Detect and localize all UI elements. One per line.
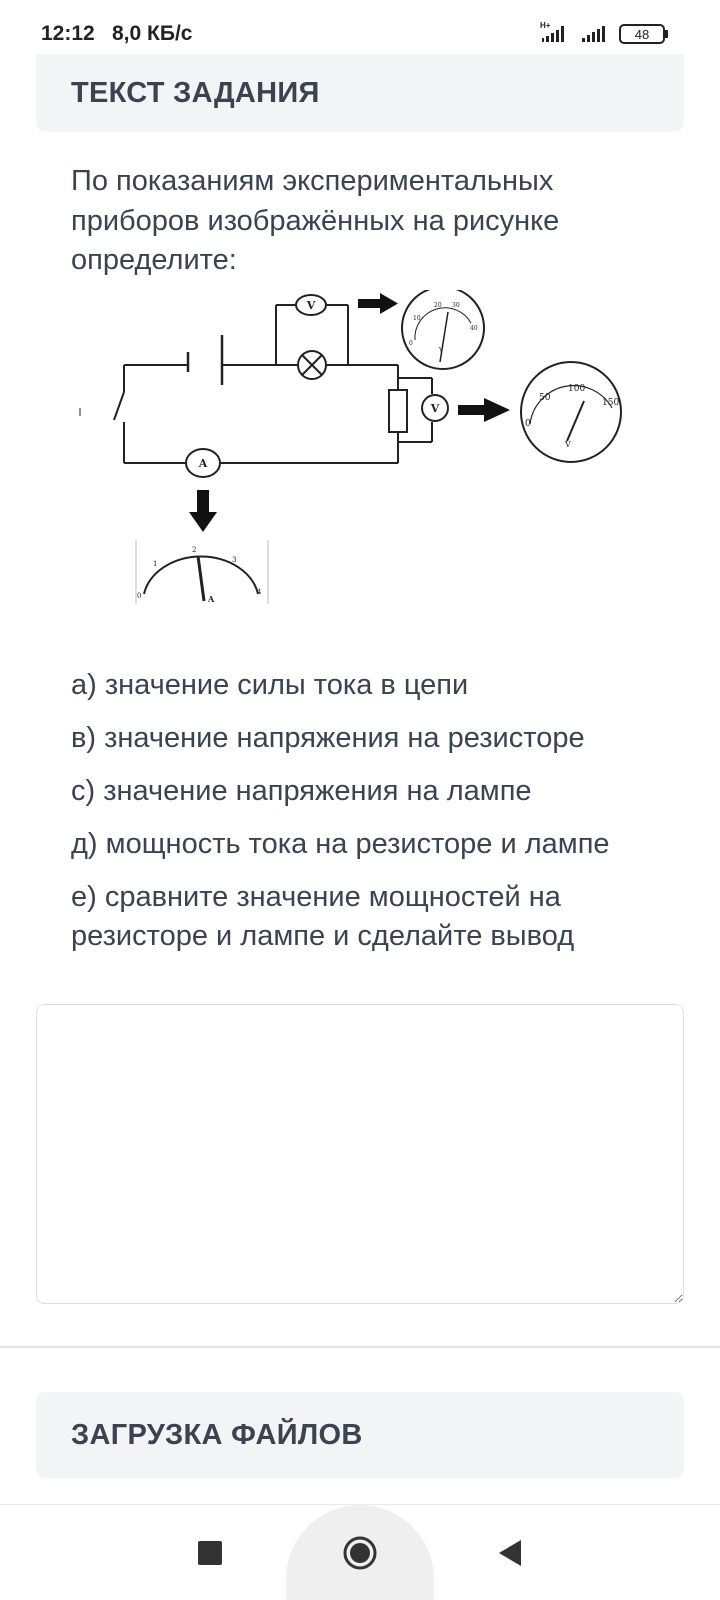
resistor-voltmeter-unit: V — [565, 440, 571, 449]
square-icon — [197, 1540, 223, 1566]
arrow-right-icon-2 — [458, 398, 510, 422]
status-icons — [538, 20, 672, 48]
resistor-voltmeter-letter: V — [430, 402, 440, 415]
triangle-left-icon — [497, 1539, 523, 1567]
amm-scale-1: 1 — [153, 560, 158, 568]
task-item-d: д) мощность тока на резисторе и лампе — [71, 828, 610, 860]
resistor-symbol — [389, 390, 407, 432]
res-scale-100: 100 — [568, 384, 586, 394]
resistor-voltmeter-needle — [567, 401, 584, 441]
network-type-label: H+ — [540, 21, 551, 30]
status-time: 12:12 — [41, 22, 95, 45]
ammeter-letter: A — [198, 457, 208, 470]
ammeter-unit: A — [208, 594, 215, 604]
lamp-scale-30: 30 — [452, 302, 460, 309]
lamp-scale-0: 0 — [409, 340, 413, 347]
answer-textarea[interactable] — [36, 1004, 684, 1304]
battery-icon — [620, 25, 668, 43]
section-divider — [0, 1346, 720, 1348]
battery-symbol — [188, 335, 222, 385]
amm-scale-3: 3 — [232, 556, 237, 564]
arrow-right-icon — [358, 293, 398, 314]
res-scale-50: 50 — [539, 393, 551, 403]
circle-icon — [342, 1535, 378, 1571]
resistor-voltmeter-dial — [521, 362, 621, 462]
home-button[interactable] — [286, 1505, 434, 1600]
task-list — [71, 666, 691, 970]
files-section-header[interactable] — [36, 1392, 684, 1478]
task-item-e: е) сравните значение мощностей на резисторе и лампе и сделайте вывод — [71, 881, 575, 952]
task-item-a: а) значение силы тока в цепи — [71, 669, 469, 701]
navigation-bar — [0, 1505, 720, 1600]
resistor-voltmeter-symbol — [422, 395, 448, 421]
ammeter-symbol — [186, 449, 220, 477]
amm-scale-2: 2 — [192, 546, 197, 554]
back-button[interactable] — [470, 1505, 550, 1600]
switch — [114, 392, 124, 420]
circuit-diagram-image — [72, 290, 648, 630]
lamp-symbol — [298, 351, 326, 379]
task-section-header — [36, 54, 684, 132]
ammeter-dial — [136, 540, 268, 604]
task-item-b: в) значение напряжения на резисторе — [71, 722, 585, 754]
amm-scale-4: 4 — [257, 588, 262, 596]
recent-apps-button[interactable] — [170, 1505, 250, 1600]
task-item-c: с) значение напряжения на лампе — [71, 775, 532, 807]
lamp-voltmeter-symbol — [296, 295, 326, 315]
arrow-down-icon — [189, 490, 217, 532]
task-section-title: ТЕКСТ ЗАДАНИЯ — [71, 76, 320, 109]
lamp-voltmeter-letter: V — [306, 299, 316, 312]
lamp-scale-10: 10 — [413, 315, 421, 322]
res-scale-0: 0 — [525, 419, 531, 429]
lamp-voltmeter-needle — [440, 312, 448, 362]
circuit-wires — [124, 305, 432, 463]
signal-icon-2 — [582, 26, 605, 42]
network-speed: 8,0 КБ/с — [112, 22, 193, 45]
ammeter-needle — [198, 556, 204, 601]
battery-level: 48 — [634, 27, 650, 42]
task-intro: По показаниям экспериментальных приборов изображённых на рисунке определите: — [71, 165, 560, 276]
lamp-scale-40: 40 — [470, 325, 478, 332]
lamp-scale-20: 20 — [434, 302, 442, 309]
lamp-voltmeter-dial — [402, 290, 484, 369]
res-scale-150: 150 — [602, 398, 620, 408]
status-bar — [0, 0, 720, 56]
amm-scale-0: 0 — [137, 592, 142, 600]
files-section-title: ЗАГРУЗКА ФАЙЛОВ — [71, 1418, 363, 1451]
lamp-voltmeter-unit: V — [439, 347, 444, 354]
